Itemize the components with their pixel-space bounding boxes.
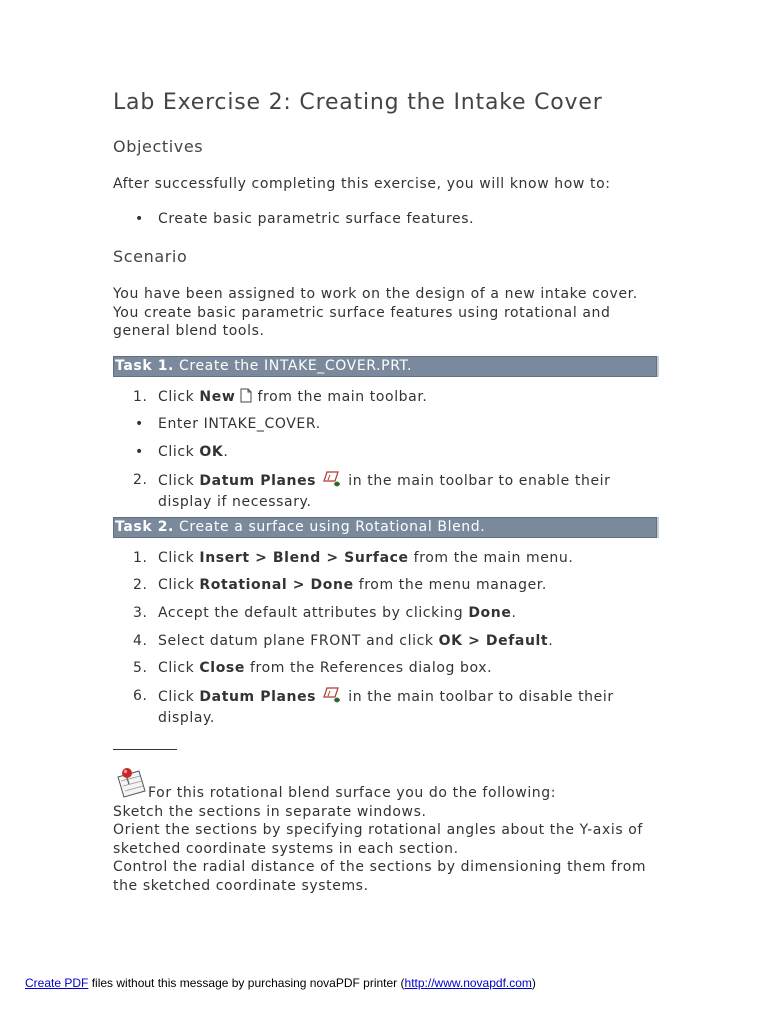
bullet: • <box>135 444 144 460</box>
note-line: Control the radial distance of the sections by dimensioning them from <box>113 859 647 875</box>
pdf-footer <box>25 976 536 990</box>
note-line: Sketch the sections in separate windows. <box>113 803 427 820</box>
create-pdf-link[interactable]: Create PDF <box>25 976 89 990</box>
step-text: Select datum plane FRONT and click OK > Default. <box>158 633 554 649</box>
scenario-paragraph <box>113 285 658 341</box>
note-line: Orient the sections by specifying rotational angles about the Y-axis of <box>113 822 643 838</box>
note-line: sketched coordinate systems in each section. <box>113 840 459 857</box>
datum-planes-icon <box>321 687 343 709</box>
task-title: Create a surface using Rotational Blend. <box>179 519 486 535</box>
bullet: • <box>135 211 144 227</box>
step-number: 4. <box>133 633 148 649</box>
page-title: Lab Exercise 2: Creating the Intake Cover <box>113 90 603 115</box>
step-text: Click OK. <box>158 444 229 460</box>
datum-planes-icon <box>321 471 343 493</box>
footer-text: files without this message by purchasing novaPDF printer ( <box>88 976 405 990</box>
new-file-icon <box>240 388 252 409</box>
step-text: Click Datum Planes in the main toolbar to enable their display if necessary. <box>158 473 611 510</box>
bullet: • <box>135 416 144 432</box>
step-text: Click Rotational > Done from the menu manager. <box>158 577 547 593</box>
note-line: For this rotational blend surface you do the following: <box>148 785 557 801</box>
novapdf-link[interactable]: http://www.novapdf.com <box>404 976 532 990</box>
note-line: the sketched coordinate systems. <box>113 877 369 894</box>
step-number: 5. <box>133 660 148 676</box>
scenario-heading: Scenario <box>113 247 188 266</box>
task-1-header <box>113 356 657 377</box>
task-title: Create the INTAKE_COVER.PRT. <box>179 358 413 374</box>
footer-end: ) <box>531 976 536 990</box>
task-2-header <box>113 517 657 538</box>
step-text: Click New from the main toolbar. <box>158 388 648 409</box>
scenario-line: general blend tools. <box>113 323 265 339</box>
step-text: Click Close from the References dialog box. <box>158 660 493 676</box>
step-number: 1. <box>133 389 148 405</box>
scenario-line: You have been assigned to work on the design of a new intake cover. <box>113 286 638 302</box>
step-number: 2. <box>133 577 148 593</box>
objective-text: Create basic parametric surface features. <box>158 211 475 227</box>
step-text: Click Datum Planes in the main toolbar to disable their display. <box>158 689 614 726</box>
step-number: 1. <box>133 550 148 566</box>
step-text: Enter INTAKE_COVER. <box>158 416 321 432</box>
step-number: 2. <box>133 472 148 488</box>
step-text: Accept the default attributes by clicking Done. <box>158 605 517 621</box>
step-text: Click Insert > Blend > Surface from the main menu. <box>158 550 574 566</box>
objectives-heading: Objectives <box>113 137 204 156</box>
scenario-line: You create basic parametric surface features using rotational and <box>113 304 611 321</box>
step-number: 3. <box>133 605 148 621</box>
note-text <box>113 784 658 895</box>
step-number: 6. <box>133 688 148 704</box>
task-label: Task 1. <box>115 358 174 374</box>
task-label: Task 2. <box>115 519 174 535</box>
objectives-intro: After successfully completing this exercise, you will know how to: <box>113 176 611 192</box>
divider <box>113 749 177 750</box>
